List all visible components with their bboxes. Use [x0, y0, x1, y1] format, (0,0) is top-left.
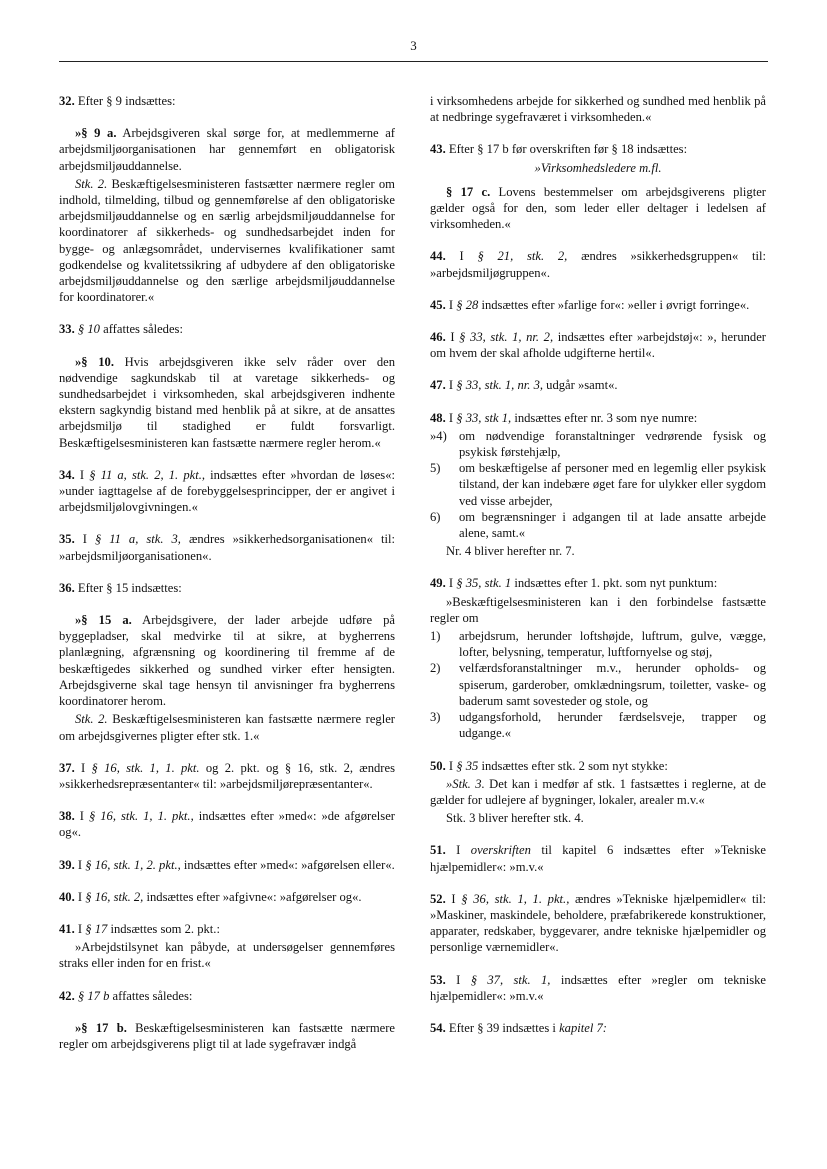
- item-52: 52. I § 36, stk. 1, 1. pkt., ændres »Tekniske hjælpemidler« til: »Maskiner, maskindele, beholdere, præfabrikerede konstruktioner, apparater, redskaber, byggevarer, andre tekniske hjælpemidler og personlige værnemidler«.: [430, 891, 766, 955]
- section-15a: »§ 15 a. Arbejdsgivere, der lader arbejde udføre på byggepladser, skal medvirke til at sikre, at bygherrens planlægning, afgrænsning og koordinering til fremme af de beskæftigedes sikkerhed og sundhed virker efter hensigten. Arbejdsgiverne skal tage hensyn til anvisninger fra bygherrens koordinatorer herom.: [59, 613, 395, 709]
- item-48-note: Nr. 4 bliver herefter nr. 7.: [446, 544, 575, 559]
- item-35: 35. I § 11 a, stk. 3, ændres »sikkerhedsorganisationen« til: »arbejdsmiljøorganisationen«.: [59, 532, 395, 563]
- item-51: 51. I overskriften til kapitel 6 indsættes efter »Tekniske hjælpemidler«: »m.v.«: [430, 843, 767, 874]
- item-34: 34. I § 11 a, stk. 2, 1. pkt., indsættes efter »hvordan de løses«: »under iagttagelse af de forebyggelsesprincipper, der er angivet i arbejdsmiljølovgivningen.«: [59, 467, 395, 515]
- section-17b: »§ 17 b. Beskæftigelsesministeren kan fastsætte nærmere regler om arbejdsgiverens pligt til at lade sygefravær indgå: [59, 1020, 395, 1051]
- item-50: 50. I § 35 indsættes efter stk. 2 som nyt stykke:: [430, 758, 668, 773]
- section-17c: § 17 c. Lovens bestemmelser om arbejdsgiverens pligter gælder også for den, som leder eller deltager i ledelsen af virksomheden.«: [430, 184, 766, 232]
- list-item: 6) om begrænsninger i adgangen til at lade ansatte arbejde alene, samt.«: [430, 509, 766, 541]
- left-column: [59, 93, 395, 1068]
- list-item: 2) velfærdsforanstaltninger m.v., herunder opholds- og spiserum, garderober, omklædningsrum, toiletter, vaske- og baderum samt sovesteder og stole, og: [430, 661, 766, 708]
- item-49-intro: »Beskæftigelsesministeren kan i den forbindelse fastsætte regler om: [430, 594, 766, 625]
- item-33: 33. § 10 affattes således:: [59, 322, 183, 337]
- list-item: 3) udgangsforhold, herunder færdselsveje, trapper og udgange.«: [430, 710, 766, 741]
- item-53: 53. I § 37, stk. 1, indsættes efter »regler om tekniske hjælpemidler«: »m.v.«: [430, 972, 766, 1003]
- item-46: 46. I § 33, stk. 1, nr. 2, indsættes efter »arbejdstøj«: », herunder om hvem der skal afholde udgifterne hertil«.: [430, 330, 766, 361]
- item-47: 47. I § 33, stk. 1, nr. 3, udgår »samt«.: [430, 378, 618, 393]
- header-rule: [59, 61, 768, 62]
- section-10: »§ 10. Hvis arbejdsgiveren ikke selv råder over den nødvendige sagkundskab til at varetage sikkerheds- og sundhedsarbejdet i virksomheden, skal arbejdsgiveren indhente ekstern sagkyndig bistand med henblik på at sikre, at de ansattes arbejdsmiljø til stadighed er fuldt forsvarligt. Beskæftigelsesministeren kan fastsætte nærmere regler herom.«: [59, 354, 396, 450]
- item-48: 48. I § 33, stk 1, indsættes efter nr. 3 som nye numre:: [430, 410, 698, 425]
- item-44: 44. I § 21, stk. 2, ændres »sikkerhedsgruppen« til: »arbejdsmiljøgruppen«.: [430, 249, 766, 280]
- page-number: 3: [410, 38, 417, 53]
- item-42: 42. § 17 b affattes således:: [59, 988, 193, 1003]
- right-column: [430, 93, 766, 1052]
- item-41-text: »Arbejdstilsynet kan påbyde, at undersøgelser gennemføres straks eller inden for en frist.«: [59, 940, 395, 971]
- section-9a-stk2: Stk. 2. Beskæftigelsesministeren fastsætter nærmere regler om indhold, tilmelding, tilbud og gennemførelse af den obligatoriske arbejdsmiljøuddannelse og en særlig arbejdsmiljøuddannelse for koordinatorer af sikkerheds- og sundhedsarbejdet inden for bygge- og anlægsområdet, undervisernes kvalifikationer samt godkendelse og kvalitetssikring af udbydere af den obligatoriske arbejdsmiljøuddannelse og den særlige arbejdsmiljøuddannelse for koordinatorer.«: [59, 176, 395, 305]
- heading-virksomhedsledere: »Virksomhedsledere m.fl.: [534, 160, 662, 175]
- item-38: 38. I § 16, stk. 1, 1. pkt., indsættes efter »med«: »de afgørelser og«.: [59, 809, 395, 840]
- item-37: 37. I § 16, stk. 1, 1. pkt. og 2. pkt. og § 16, stk. 2, ændres »sikkerhedsrepræsentanter« til: »arbejdsmiljørepræsentanter«.: [59, 760, 395, 791]
- item-49-list: [430, 628, 766, 741]
- list-item: 1) arbejdsrum, herunder loftshøjde, luftrum, gulve, vægge, lofter, belysning, temperatur, luftfornyelse og støj,: [430, 629, 766, 660]
- item-54: 54. Efter § 39 indsættes i kapitel 7:: [430, 1020, 608, 1035]
- item-43: 43. Efter § 17 b før overskriften før § 18 indsættes:: [430, 142, 688, 157]
- item-49: 49. I § 35, stk. 1 indsættes efter 1. pkt. som nyt punktum:: [430, 576, 718, 591]
- item-39: 39. I § 16, stk. 1, 2. pkt., indsættes efter »med«: »afgørelsen eller«.: [59, 857, 395, 872]
- item-50-stk3: »Stk. 3. Det kan i medfør af stk. 1 fastsættes i reglerne, at de gælder for udlejere af bygninger, lokaler, arealer m.v.«: [430, 776, 766, 807]
- item-41: 41. I § 17 indsættes som 2. pkt.:: [59, 921, 220, 936]
- list-item: 5) om beskæftigelse af personer med en legemlig eller psykisk tilstand, der kan indebære øget fare for ulykker eller sygdom ved visse arbejder,: [430, 461, 766, 508]
- item-50-note: Stk. 3 bliver herefter stk. 4.: [446, 811, 584, 826]
- item-45: 45. I § 28 indsættes efter »farlige for«: »eller i øvrigt forringe«.: [430, 297, 750, 312]
- list-item: »4) om nødvendige foranstaltninger vedrørende fysisk og psykisk førstehjælp,: [430, 428, 766, 460]
- section-15a-stk2: Stk. 2. Beskæftigelsesministeren kan fastsætte nærmere regler om arbejdsgivernes pligter efter stk. 1.«: [59, 712, 395, 743]
- item-36: 36. Efter § 15 indsættes:: [59, 580, 182, 595]
- item-32: 32. Efter § 9 indsættes:: [59, 94, 176, 108]
- item-48-list: [430, 428, 766, 541]
- item-40: 40. I § 16, stk. 2, indsættes efter »afgivne«: »afgørelser og«.: [59, 889, 362, 904]
- section-9a: »§ 9 a. Arbejdsgiveren skal sørge for, at medlemmerne af arbejdsmiljøorganisationen har gennemført en obligatorisk arbejdsmiljøuddannelse.: [59, 126, 395, 173]
- section-17b-continued: i virksomhedens arbejde for sikkerhed og sundhed med henblik på at nedbringe sygefraværet i virksomheden.«: [430, 94, 766, 125]
